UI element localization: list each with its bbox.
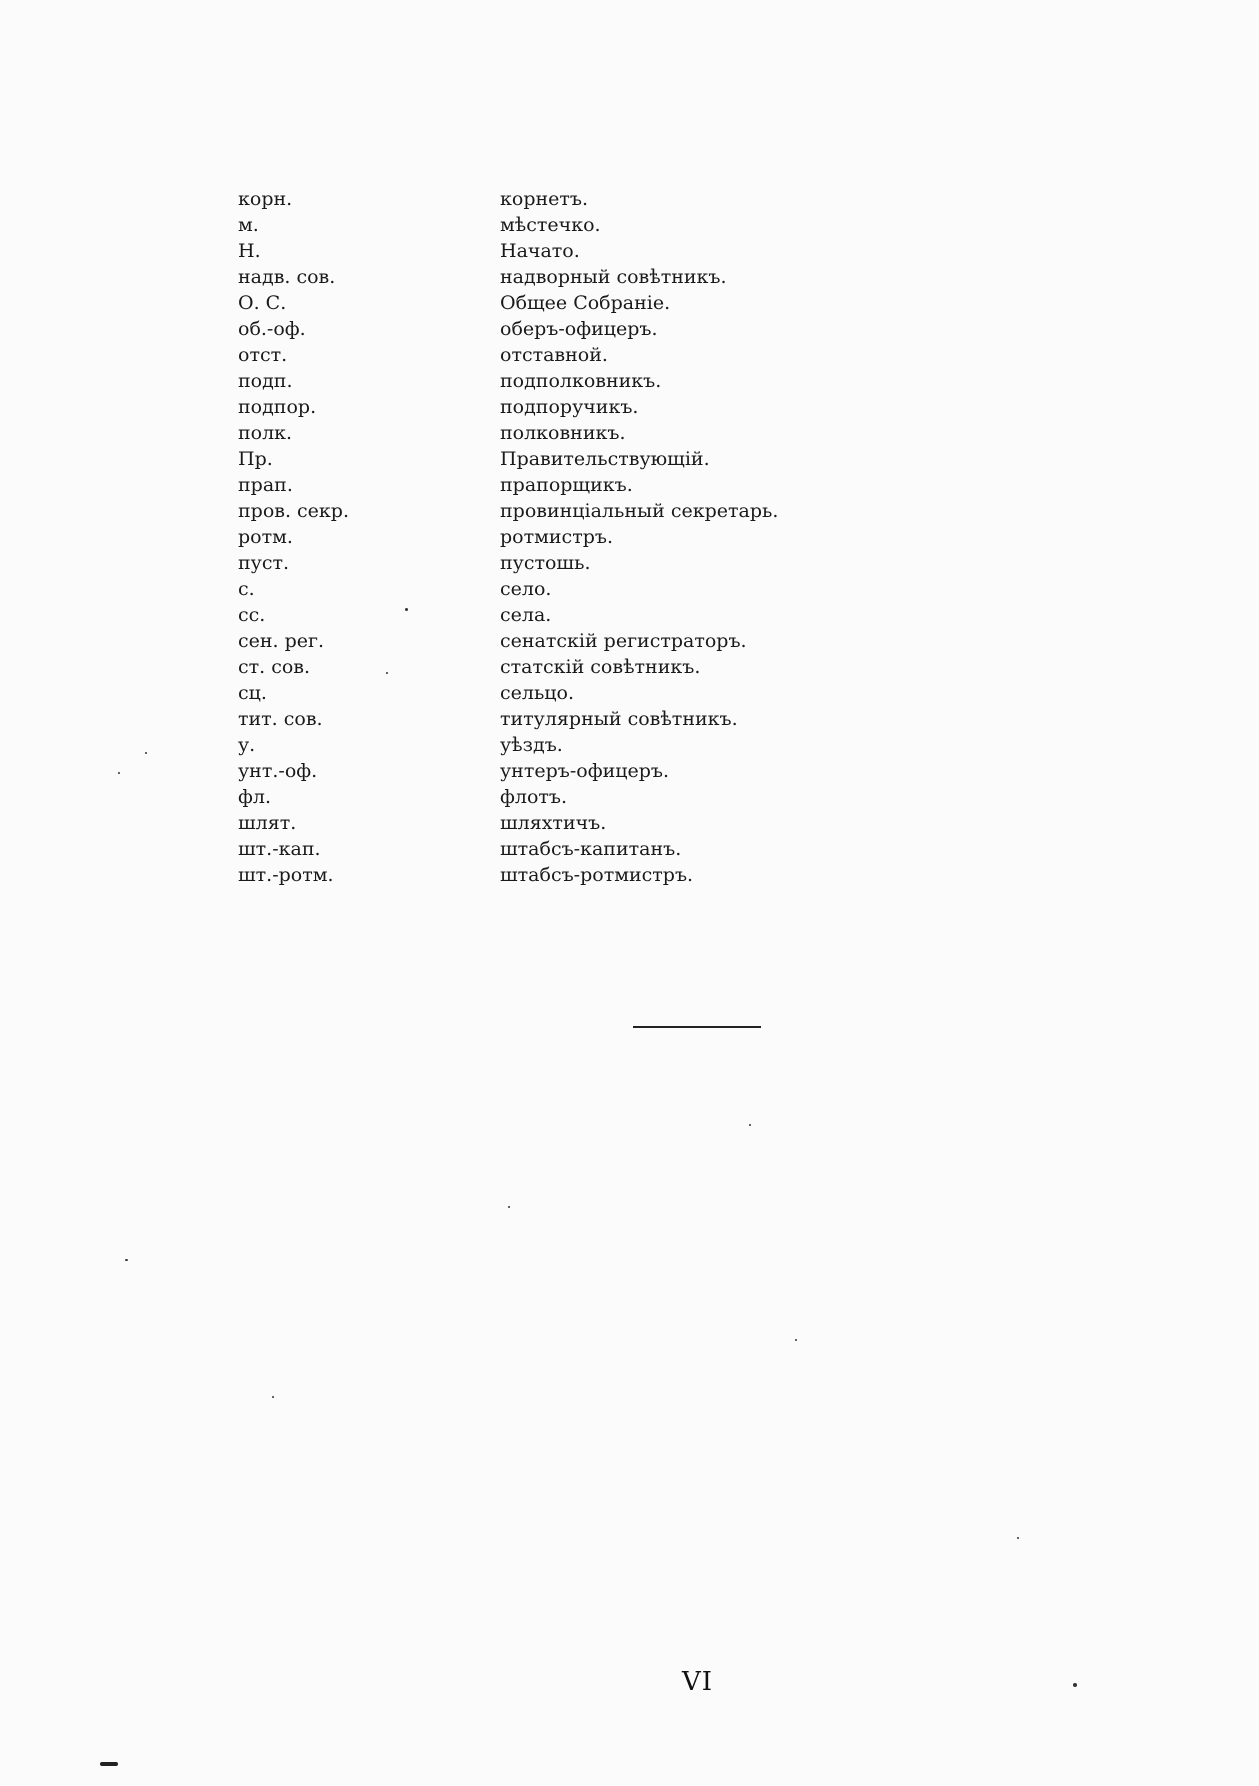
abbreviation-row: [238, 498, 838, 524]
scan-speck: [125, 1259, 128, 1261]
abbreviation-row: [238, 290, 838, 316]
abbreviation-value: оберъ-офицеръ.: [500, 318, 658, 340]
abbreviation-row: [238, 472, 838, 498]
abbreviation-key: у.: [238, 734, 256, 756]
scan-speck: [1073, 1683, 1077, 1687]
abbreviation-value: уѣздъ.: [500, 734, 563, 756]
abbreviation-row: [238, 810, 838, 836]
abbreviation-row: [238, 732, 838, 758]
abbreviation-value: статскій совѣтникъ.: [500, 656, 701, 678]
abbreviation-row: [238, 836, 838, 862]
abbreviation-key: полк.: [238, 422, 293, 444]
abbreviation-value: отставной.: [500, 344, 608, 366]
abbreviation-key: сс.: [238, 604, 266, 626]
abbreviation-value: Начато.: [500, 240, 580, 262]
abbreviation-value: подпоручикъ.: [500, 396, 639, 418]
scan-speck: [749, 1124, 751, 1126]
abbreviation-value: прапорщикъ.: [500, 474, 633, 496]
abbreviation-key: сц.: [238, 682, 267, 704]
abbreviation-row: [238, 342, 838, 368]
abbreviation-value: шляхтичъ.: [500, 812, 607, 834]
abbreviation-key: тит. сов.: [238, 708, 323, 730]
abbreviation-row: [238, 758, 838, 784]
scan-speck: [118, 772, 120, 774]
abbreviation-key: сен. рег.: [238, 630, 325, 652]
scan-speck: [1017, 1537, 1019, 1539]
abbreviation-row: [238, 550, 838, 576]
abbreviation-row: [238, 316, 838, 342]
abbreviation-key: ст. сов.: [238, 656, 311, 678]
page-number: VI: [682, 1667, 714, 1697]
abbreviation-value: Правительствующій.: [500, 448, 710, 470]
abbreviation-key: Пр.: [238, 448, 273, 470]
abbreviation-key: отст.: [238, 344, 288, 366]
abbreviation-row: [238, 420, 838, 446]
scan-speck: [795, 1339, 797, 1341]
abbreviation-value: подполковникъ.: [500, 370, 662, 392]
abbreviation-key: пров. секр.: [238, 500, 350, 522]
abbreviation-key: с.: [238, 578, 255, 600]
abbreviation-key: шт.-кап.: [238, 838, 321, 860]
abbreviation-value: сенатскій регистраторъ.: [500, 630, 747, 652]
abbreviation-row: [238, 186, 838, 212]
abbreviation-value: пустошь.: [500, 552, 591, 574]
abbreviation-row: [238, 680, 838, 706]
abbreviation-key: ротм.: [238, 526, 293, 548]
abbreviation-row: [238, 524, 838, 550]
abbreviation-key: корн.: [238, 188, 293, 210]
abbreviation-value: надворный совѣтникъ.: [500, 266, 727, 288]
abbreviation-value: Общее Собраніе.: [500, 292, 671, 314]
abbreviation-value: штабсъ-капитанъ.: [500, 838, 682, 860]
abbreviation-value: село.: [500, 578, 552, 600]
abbreviation-row: [238, 602, 838, 628]
abbreviation-value: мѣстечко.: [500, 214, 601, 236]
abbreviation-key: пуст.: [238, 552, 290, 574]
abbreviation-key: Н.: [238, 240, 261, 262]
abbreviation-value: титулярный совѣтникъ.: [500, 708, 738, 730]
abbreviation-key: подп.: [238, 370, 293, 392]
abbreviation-row: [238, 654, 838, 680]
abbreviation-key: прап.: [238, 474, 293, 496]
abbreviation-value: полковникъ.: [500, 422, 626, 444]
abbreviation-row: [238, 784, 838, 810]
abbreviation-key: об.-оф.: [238, 318, 306, 340]
scan-speck: [405, 608, 408, 611]
abbreviation-key: фл.: [238, 786, 271, 808]
scan-smudge: [100, 1762, 118, 1766]
abbreviation-row: [238, 368, 838, 394]
abbreviation-value: флотъ.: [500, 786, 568, 808]
abbreviation-key: шлят.: [238, 812, 297, 834]
abbreviation-value: унтеръ-офицеръ.: [500, 760, 669, 782]
abbreviation-key: надв. сов.: [238, 266, 336, 288]
scan-speck: [272, 1396, 274, 1398]
abbreviation-key: О. С.: [238, 292, 287, 314]
abbreviation-row: [238, 706, 838, 732]
abbreviation-row: [238, 628, 838, 654]
abbreviation-value: села.: [500, 604, 552, 626]
abbreviation-value: сельцо.: [500, 682, 574, 704]
scan-speck: [508, 1206, 510, 1208]
section-separator-rule: [633, 1026, 761, 1028]
abbreviation-row: [238, 264, 838, 290]
abbreviation-value: провинціальный секретарь.: [500, 500, 779, 522]
abbreviation-row: [238, 576, 838, 602]
abbreviation-value: штабсъ-ротмистръ.: [500, 864, 694, 886]
abbreviation-key: шт.-ротм.: [238, 864, 334, 886]
abbreviation-row: [238, 212, 838, 238]
scan-speck: [386, 672, 388, 674]
abbreviation-value: корнетъ.: [500, 188, 589, 210]
abbreviation-key: унт.-оф.: [238, 760, 318, 782]
abbreviation-key: м.: [238, 214, 259, 236]
abbreviation-row: [238, 238, 838, 264]
scan-speck: [145, 752, 147, 754]
abbreviation-row: [238, 394, 838, 420]
abbreviation-value: ротмистръ.: [500, 526, 613, 548]
abbreviation-row: [238, 862, 838, 888]
abbreviation-key: подпор.: [238, 396, 317, 418]
abbreviation-list: [238, 186, 838, 888]
abbreviation-row: [238, 446, 838, 472]
